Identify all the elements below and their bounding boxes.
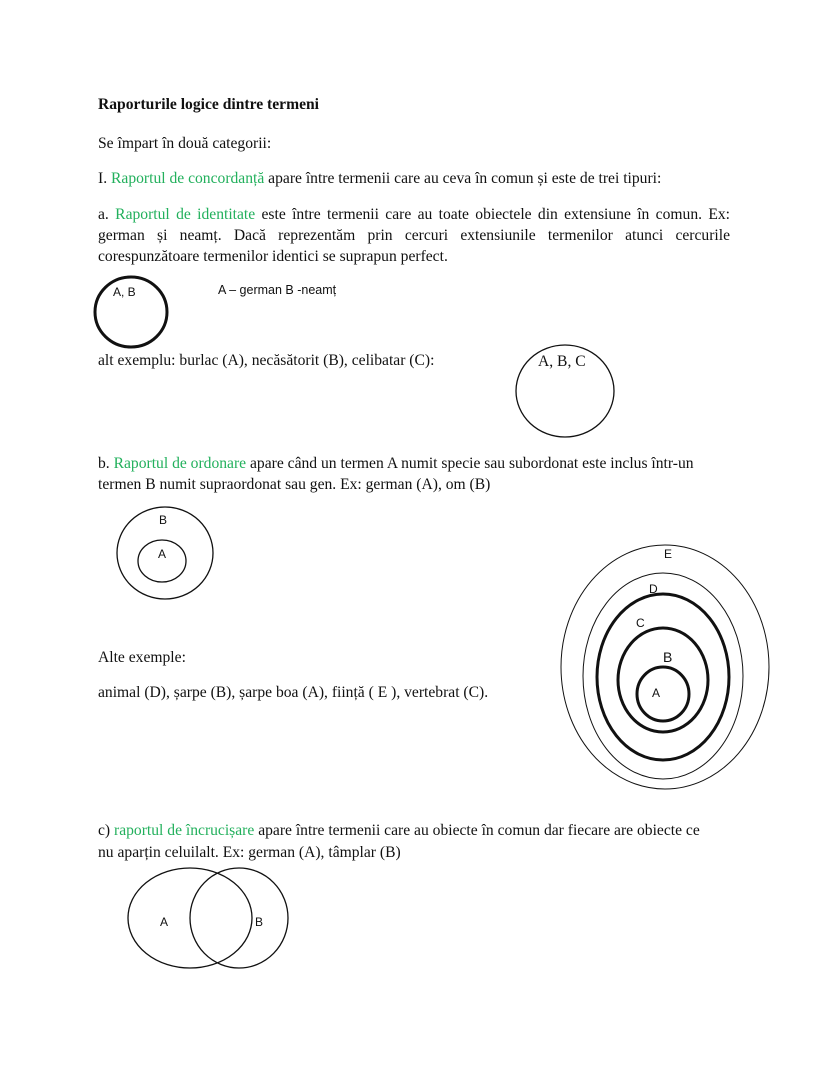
text: apare când un termen A numit specie sau subordonat este inclus într-un — [246, 455, 694, 472]
text: este între termenii care au toate obiectele din extensiune în comun. Ex: german și neamț. Dacă reprezentăm prin cercuri extensiunile termenilor atunci cercurile corespunzătoare termenilor identici se suprapun perfect. — [98, 206, 731, 265]
identity-legend: A – german B -neamț — [218, 283, 337, 297]
more-examples-title: Alte exemple: — [98, 649, 186, 666]
identity-circle-label: A, B — [113, 285, 136, 299]
nested-label-b: B — [663, 649, 673, 665]
prefix: b. — [98, 455, 114, 472]
nested-ellipse-d — [583, 573, 743, 779]
text: apare între termenii care au ceva în comun și este de trei tipuri: — [264, 170, 662, 187]
nested-label-a: A — [652, 686, 661, 700]
ordering-label-a: A — [158, 547, 167, 561]
page-title: Raporturile logice dintre termeni — [98, 96, 320, 113]
term-highlight: Raportul de ordonare — [113, 455, 247, 472]
nested-ellipse-b — [618, 628, 708, 732]
more-examples-text: animal (D), șarpe (B), șarpe boa (A), ființă ( E ), vertebrat (C). — [98, 684, 489, 701]
nested-ellipse-a — [637, 667, 689, 721]
term-highlight: Raportul de concordanță — [111, 170, 265, 187]
prefix: c) — [98, 822, 115, 839]
crossing-circle-b — [190, 868, 288, 968]
identity-circle-abc-label: A, B, C — [538, 353, 586, 370]
nested-label-c: C — [636, 616, 645, 630]
crossing-label-b: B — [255, 915, 264, 929]
intro-text: Se împart în două categorii: — [98, 135, 272, 152]
prefix: a. — [98, 206, 116, 223]
crossing-label-a: A — [160, 915, 169, 929]
nested-label-d: D — [649, 582, 658, 596]
crossing-line2: nu aparțin celuilalt. Ex: german (A), tâmplar (B) — [98, 844, 401, 861]
ordering-line2: termen B numit supraordonat sau gen. Ex: german (A), om (B) — [98, 476, 491, 493]
term-highlight: Raportul de identitate — [115, 206, 256, 223]
term-highlight: raportul de încrucișare — [114, 822, 255, 839]
prefix: I. — [98, 170, 111, 187]
identity-other-example: alt exemplu: burlac (A), necăsătorit (B), celibatar (C): — [98, 352, 435, 369]
ordering-label-b: B — [159, 513, 168, 527]
text: apare între termenii care au obiecte în comun dar fiecare are obiecte ce — [254, 822, 700, 839]
nested-label-e: E — [664, 547, 673, 561]
